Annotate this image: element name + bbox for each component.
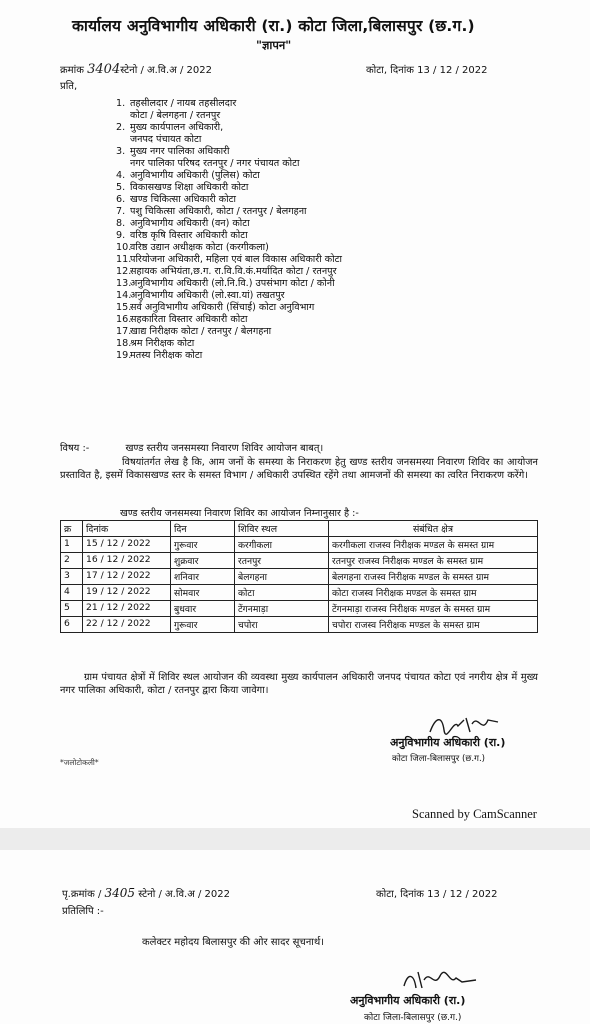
signatory-title: अनुविभागीय अधिकारी (रा.) — [390, 736, 506, 749]
memo-heading: "ज्ञापन" — [256, 38, 292, 52]
copy-recipient: कलेक्टर महोदय बिलासपुर की ओर सादर सूचनार्थ। — [142, 937, 325, 948]
cell-day: सोमवार — [171, 585, 235, 601]
copy-reference-suffix: स्टेनो / अ.वि.अ / 2022 — [138, 889, 231, 900]
reference-suffix: स्टेनो / अ.वि.अ / 2022 — [120, 65, 212, 76]
table-header-row — [61, 521, 538, 537]
recipient-text: वरिष्ठ उद्यान अधीक्षक कोटा (करगीकला) — [130, 242, 269, 253]
cell-venue: टेंगनमाड़ा — [235, 601, 329, 617]
cell-venue: चपोरा — [235, 617, 329, 633]
recipient-number: 11. — [116, 254, 132, 265]
recipient-item — [116, 230, 556, 242]
recipient-item — [116, 254, 556, 266]
recipient-text: मतस्य निरीक्षक कोटा — [130, 350, 203, 361]
header-day: दिन — [171, 521, 235, 537]
cell-day: बुधवार — [171, 601, 235, 617]
reference-number: 3404 — [87, 62, 121, 77]
recipient-text: मुख्य कार्यपालन अधिकारी, जनपद पंचायत कोटा — [130, 122, 224, 145]
cell-venue: बेलगहना — [235, 569, 329, 585]
signature-mark — [428, 712, 500, 736]
recipient-item — [116, 122, 556, 146]
recipient-number: 7. — [116, 206, 126, 217]
reference-label: क्रमांक — [60, 65, 84, 76]
recipient-item — [116, 302, 556, 314]
place-date: कोटा, दिनांक 13 / 12 / 2022 — [366, 65, 488, 76]
cell-venue: करगीकला — [235, 537, 329, 553]
recipient-number: 16. — [116, 314, 132, 325]
recipient-item — [116, 350, 556, 362]
cell-day: शनिवार — [171, 569, 235, 585]
recipient-item — [116, 218, 556, 230]
table-row — [61, 617, 538, 633]
table-row — [61, 601, 538, 617]
recipient-item — [116, 290, 556, 302]
reference-line — [60, 62, 212, 77]
recipient-number: 4. — [116, 170, 126, 181]
cell-day: गुरूवार — [171, 617, 235, 633]
cell-serial: 1 — [61, 537, 83, 553]
office-title: कार्यालय अनुविभागीय अधिकारी (रा.) कोटा जिला,बिलासपुर (छ.ग.) — [72, 17, 475, 35]
copy-place-date: कोटा, दिनांक 13 / 12 / 2022 — [376, 889, 498, 900]
subject-label: विषय :- — [60, 443, 90, 454]
recipient-number: 9. — [116, 230, 126, 241]
page-two — [0, 850, 590, 1024]
recipient-text: परियोजना अधिकारी, महिला एवं बाल विकास अधिकारी कोटा — [130, 254, 342, 265]
subject-line — [60, 441, 323, 454]
header-serial: क्र — [61, 521, 83, 537]
recipient-number: 12. — [116, 266, 132, 277]
recipient-text: विकासखण्ड शिक्षा अधिकारी कोटा — [130, 182, 249, 193]
cell-date: 19 / 12 / 2022 — [83, 585, 171, 601]
cell-serial: 2 — [61, 553, 83, 569]
recipient-number: 17. — [116, 326, 132, 337]
recipient-number: 5. — [116, 182, 126, 193]
cell-area: करगीकला राजस्व निरीक्षक मण्डल के समस्त ग्राम — [329, 537, 538, 553]
recipient-text: पशु चिकित्सा अधिकारी, कोटा / रतनपुर / बेलगहना — [130, 206, 307, 217]
cell-date: 22 / 12 / 2022 — [83, 617, 171, 633]
recipient-number: 6. — [116, 194, 126, 205]
recipient-item — [116, 206, 556, 218]
recipient-text: मुख्य नगर पालिका अधिकारी नगर पालिका परिषद रतनपुर / नगर पंचायत कोटा — [130, 146, 300, 169]
header-venue: शिविर स्थल — [235, 521, 329, 537]
recipient-number: 3. — [116, 146, 126, 157]
scanner-watermark: Scanned by CamScanner — [412, 807, 537, 821]
recipient-number: 1. — [116, 98, 126, 109]
signatory-place: कोटा जिला-बिलासपुर (छ.ग.) — [392, 754, 486, 764]
recipient-item — [116, 170, 556, 182]
table-intro: खण्ड स्तरीय जनसमस्या निवारण शिविर का आयोजन निम्नानुसार है :- — [120, 508, 359, 519]
recipient-text: तहसीलदार / नायब तहसीलदार कोटा / बेलगहना / रतनपुर — [130, 98, 237, 121]
recipient-item — [116, 242, 556, 254]
recipient-text: खाद्य निरीक्षक कोटा / रतनपुर / बेलगहना — [130, 326, 272, 337]
subject-text: खण्ड स्तरीय जनसमस्या निवारण शिविर आयोजन बाबत्। — [125, 443, 324, 454]
table-row — [61, 553, 538, 569]
cell-serial: 6 — [61, 617, 83, 633]
recipient-item — [116, 338, 556, 350]
recipient-number: 18. — [116, 338, 132, 349]
table-row — [61, 569, 538, 585]
recipient-number: 15. — [116, 302, 132, 313]
cell-area: टेंगनमाड़ा राजस्व निरीक्षक मण्डल के समस्त ग्राम — [329, 601, 538, 617]
recipient-number: 13. — [116, 278, 132, 289]
cell-serial: 5 — [61, 601, 83, 617]
header-area: संबंधित क्षेत्र — [329, 521, 538, 537]
recipient-text: सहकारिता विस्तार अधिकारी कोटा — [130, 314, 248, 325]
recipient-item — [116, 182, 556, 194]
recipient-number: 19. — [116, 350, 132, 361]
recipient-item — [116, 278, 556, 290]
recipient-number: 2. — [116, 122, 126, 133]
cell-venue: कोटा — [235, 585, 329, 601]
recipient-item — [116, 314, 556, 326]
copy-reference-line — [62, 886, 230, 900]
camp-schedule-table — [60, 520, 538, 633]
cell-day: गुरूवार — [171, 537, 235, 553]
cell-area: बेलगहना राजस्व निरीक्षक मण्डल के समस्त ग्राम — [329, 569, 538, 585]
recipient-number: 10. — [116, 242, 132, 253]
body-paragraph: विषयांतर्गत लेख है कि, आम जनों के समस्या के निराकरण हेतु खण्ड स्तरीय जनसमस्या निवारण शिविर का आयोजन प्रस्तावित है, इसमें विकासखण्ड स्तर के समस्त विभाग / अधिकारी उपस्थित रहेंगे तथा आमजनों की समस्या का त्वरित निराकरण करेंगे। — [60, 457, 538, 481]
recipient-number: 14. — [116, 290, 132, 301]
recipient-text: अनुविभागीय अधिकारी (वन) कोटा — [130, 218, 250, 229]
cell-date: 15 / 12 / 2022 — [83, 537, 171, 553]
cell-date: 16 / 12 / 2022 — [83, 553, 171, 569]
recipient-item — [116, 194, 556, 206]
recipient-item — [116, 98, 556, 122]
recipient-list — [116, 98, 556, 362]
cell-area: कोटा राजस्व निरीक्षक मण्डल के समस्त ग्राम — [329, 585, 538, 601]
copy-reference-number: 3405 — [104, 886, 136, 900]
recipient-item — [116, 266, 556, 278]
cell-venue: रतनपुर — [235, 553, 329, 569]
recipient-text: अनुविभागीय अधिकारी (लो.स्वा.यां) तखतपुर — [130, 290, 285, 301]
recipient-text: खण्ड चिकित्सा अधिकारी कोटा — [130, 194, 236, 205]
recipient-text: अनुविभागीय अधिकारी (पुलिस) कोटा — [130, 170, 260, 181]
prati-label: प्रति, — [60, 81, 78, 92]
table-row — [61, 537, 538, 553]
cell-serial: 4 — [61, 585, 83, 601]
cell-date: 21 / 12 / 2022 — [83, 601, 171, 617]
recipient-item — [116, 146, 556, 170]
footnote: *जलोटोकली* — [60, 758, 99, 767]
cell-area: रतनपुर राजस्व निरीक्षक मण्डल के समस्त ग्राम — [329, 553, 538, 569]
cell-serial: 3 — [61, 569, 83, 585]
recipient-number: 8. — [116, 218, 126, 229]
copy-signatory-place: कोटा जिला-बिलासपुर (छ.ग.) — [364, 1013, 462, 1023]
recipient-text: वरिष्ठ कृषि विस्तार अधिकारी कोटा — [130, 230, 248, 241]
second-signature-mark — [402, 968, 478, 992]
copy-reference-label: पृ.क्रमांक / — [62, 889, 105, 900]
cell-day: शुक्रवार — [171, 553, 235, 569]
page-separator — [0, 828, 590, 850]
copy-signatory-title: अनुविभागीय अधिकारी (रा.) — [350, 994, 466, 1007]
recipient-text: सहायक अभियंता,छ.ग. रा.वि.वि.कं.मर्यादित कोटा / रतनपुर — [130, 266, 337, 277]
recipient-text: अनुविभागीय अधिकारी (लो.नि.वि.) उपसंभाग कोटा / कोनी — [130, 278, 335, 289]
pratilipi-label: प्रतिलिपि :- — [62, 906, 104, 917]
cell-area: चपोरा राजस्व निरीक्षक मण्डल के समस्त ग्राम — [329, 617, 538, 633]
recipient-text: श्रम निरीक्षक कोटा — [130, 338, 195, 349]
closing-paragraph: ग्राम पंचायत क्षेत्रों में शिविर स्थल आयोजन की व्यवस्था मुख्य कार्यपालन अधिकारी जनपद पंचायत कोटा एवं नगरीय क्षेत्र में मुख्य नगर पालिका अधिकारी, कोटा / रतनपुर द्वारा किया जावेगा। — [60, 672, 538, 696]
recipient-item — [116, 326, 556, 338]
recipient-text: सर्व अनुविभागीय अधिकारी (सिंचाई) कोटा अनुविभाग — [130, 302, 315, 313]
cell-date: 17 / 12 / 2022 — [83, 569, 171, 585]
header-date: दिनांक — [83, 521, 171, 537]
table-row — [61, 585, 538, 601]
